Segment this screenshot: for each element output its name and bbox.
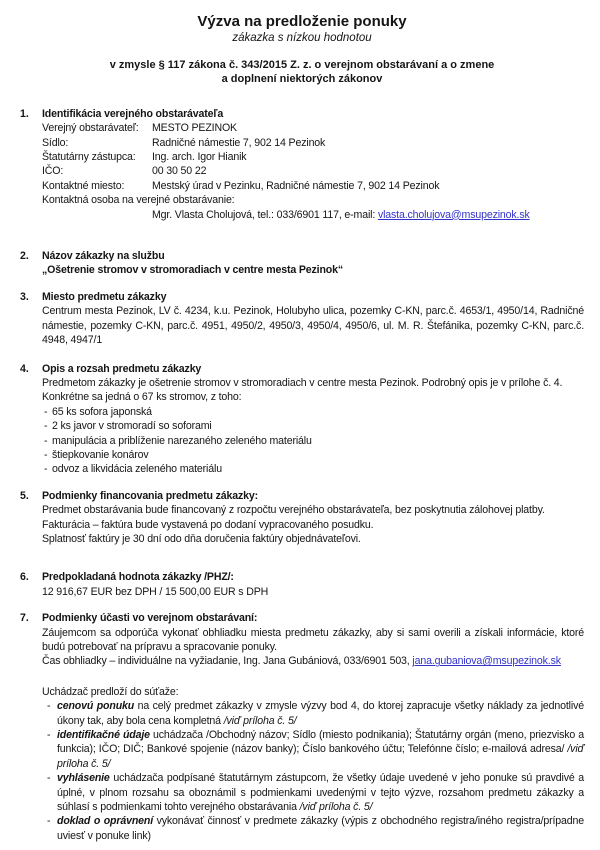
section-estimated-value [20,570,584,599]
requirement-term: identifikačné údaje [57,729,150,742]
section-financing [20,489,584,547]
section-participation [20,611,584,843]
section-4-heading: Opis a rozsah predmetu zákazky [42,362,202,375]
legal-line-2: a doplnení niektorých zákonov [221,73,383,86]
tender-requirement [42,814,584,843]
contact-person-line [152,208,584,222]
requirement-text [57,699,584,728]
field-value: 00 30 50 22 [152,165,207,178]
contact-email-link[interactable]: vlasta.cholujova@msupezinok.sk [377,208,530,221]
bullet-dash: - [47,772,51,785]
scope-item [42,419,584,433]
financing-line: Splatnosť faktúry je 30 dní odo dňa doručenia faktúry objednávateľovi. [42,532,361,545]
site-visit-line [42,654,584,668]
field-label: Sídlo: [42,136,69,149]
tender-requirement [42,699,584,728]
field-row [42,121,584,135]
contact-person-text: Mgr. Vlasta Cholujová, tel.: 033/6901 117, e-mail: [152,208,378,221]
section-2-heading: Názov zákazky na službu [42,250,165,263]
field-value: Ing. arch. Igor Hianik [152,151,247,164]
requirement-note: /viď príloha č. 5/ [57,743,584,770]
field-row [42,179,584,193]
field-row [42,136,584,150]
field-label: Štatutárny zástupca: [42,151,136,164]
field-label: Verejný obstarávateľ: [42,122,139,135]
bullet-dash: - [44,434,48,447]
section-scope [20,362,584,477]
field-value: MESTO PEZINOK [152,122,237,135]
section-2-number: 2. [20,250,29,263]
submit-intro: Uchádzač predloží do súťaže: [42,685,179,698]
document-subtitle: zákazka s nízkou hodnotou [232,32,372,44]
legal-reference [20,58,584,87]
requirement-text [57,814,584,843]
scope-intro-1: Predmetom zákazky je ošetrenie stromov v stromoradiach v centre mesta Pezinok. Podrobný opis je v prílohe č. 4. [42,376,563,389]
financing-line: Fakturácia – faktúra bude vystavená po dodaní vypracovaného posudku. [42,518,374,531]
requirement-term: doklad o oprávnení [57,815,153,828]
section-3-heading: Miesto predmetu zákazky [42,290,167,303]
section-5-number: 5. [20,489,29,502]
requirement-text [57,728,584,771]
section-contract-name [20,249,584,278]
section-1-number: 1. [20,107,29,120]
contract-name: „Ošetrenie stromov v stromoradiach v centre mesta Pezinok“ [42,264,343,277]
section-6-number: 6. [20,571,29,584]
bullet-dash: - [44,448,48,461]
legal-line-1: v zmysle § 117 zákona č. 343/2015 Z. z. o verejnom obstarávaní a o zmene [109,59,495,71]
tender-requirement [42,728,584,771]
bullet-dash: - [47,729,51,742]
requirement-text [57,771,584,814]
scope-item [42,405,584,419]
section-7-number: 7. [20,612,29,625]
requirement-term: cenovú ponuku [57,700,135,713]
requirement-rest: na celý predmet zákazky v zmysle výzvy bod 4, do ktorej zapracuje všetky náklady za jednotlivé úkony tak, aby bola cena kompletná [57,700,584,727]
field-label: IČO: [42,165,64,178]
field-row [42,150,584,164]
financing-line: Predmet obstarávania bude financovaný z rozpočtu verejného obstarávateľa, bez poskytnutia zálohovej platby. [42,504,545,517]
section-3-number: 3. [20,290,29,303]
requirement-rest: uchádzača /Obchodný názov; Sídlo (miesto podnikania); Štatutárny orgán (meno, priezvisko a funkcia); IČO; DIČ; Bankové spojenie (názov banky); Číslo bankového účtu; Telefónne číslo; e-mailová adresa/ [57,729,584,756]
bullet-dash: - [47,700,51,713]
place-description: Centrum mesta Pezinok, LV č. 4234, k.u. Pezinok, Holubyho ulica, pozemky C-KN, parc.č. 4653/1, 4950/14, Radničné námestie, pozemky C-KN, parc.č. 4951, 4950/2, 4950/3, 4950/4, 4950/6, ul. M. R. Štefánika, pozemky C-KN, parc.č. 4948, 4947/1 [42,305,584,347]
document-title: Výzva na predloženie ponuky [197,13,407,30]
section-4-number: 4. [20,362,29,375]
requirement-note: /viď príloha č. 5/ [299,801,373,814]
section-identification [20,107,584,222]
bullet-dash: - [44,405,48,418]
scope-item-text: 2 ks javor v stromoradí so soforami [52,420,212,433]
section-7-heading: Podmienky účasti vo verejnom obstarávaní: [42,612,258,625]
section-5-heading: Podmienky financovania predmetu zákazky: [42,489,258,502]
participation-paragraph: Záujemcom sa odporúča vykonať obhliadku miesta predmetu zákazky, aby si sami overili a získali informácie, ktoré budú potrebovať na prípravu a spracovanie ponuky. [42,626,584,653]
tender-requirement [42,771,584,814]
field-row [42,164,584,178]
requirement-rest: vykonávať činnosť v predmete zákazky (výpis z obchodného registra/iného registra/prípadne uviesť v ponuke link) [57,815,584,842]
section-6-heading: Predpokladaná hodnota zákazky /PHZ/: [42,571,234,584]
field-label: Kontaktné miesto: [42,179,125,192]
scope-item [42,434,584,448]
scope-item-text: manipulácia a priblíženie narezaného zeleného materiálu [52,434,312,447]
scope-item-text: štiepkovanie konárov [52,448,149,461]
scope-item [42,462,584,476]
contact-person-label: Kontaktná osoba na verejné obstarávanie: [42,194,235,207]
scope-item [42,448,584,462]
section-1-heading: Identifikácia verejného obstarávateľa [42,107,224,120]
field-value: Radničné námestie 7, 902 14 Pezinok [152,136,326,149]
site-visit-email-link[interactable]: jana.gubaniova@msupezinok.sk [412,655,561,668]
section-place [20,290,584,348]
site-visit-text: Čas obhliadky – individuálne na vyžiadanie, Ing. Jana Gubániová, 033/6901 503, [42,655,413,668]
requirement-note: /viď príloha č. 5/ [223,714,297,727]
bullet-dash: - [47,815,51,828]
requirement-rest: uchádzača podpísané štatutárnym zástupcom, že všetky údaje uvedené v jeho ponuke sú pravdivé a úplné, v plnom rozsahu sa oboznámil s podmienkami uvedenými v tejto výzve, rozsahom predmetu zákazky a súhlasí s podmienkami tohto verejného obstarávania [57,772,584,814]
field-value: Mestský úrad v Pezinku, Radničné námestie 7, 902 14 Pezinok [152,179,440,192]
bullet-dash: - [44,420,48,433]
scope-intro-2: Konkrétne sa jedná o 67 ks stromov, z toho: [42,391,242,404]
estimated-value: 12 916,67 EUR bez DPH / 15 500,00 EUR s DPH [42,585,269,598]
scope-item-text: odvoz a likvidácia zeleného materiálu [52,463,222,476]
bullet-dash: - [44,463,48,476]
scope-item-text: 65 ks sofora japonská [52,405,152,418]
requirement-term: vyhlásenie [57,772,110,785]
